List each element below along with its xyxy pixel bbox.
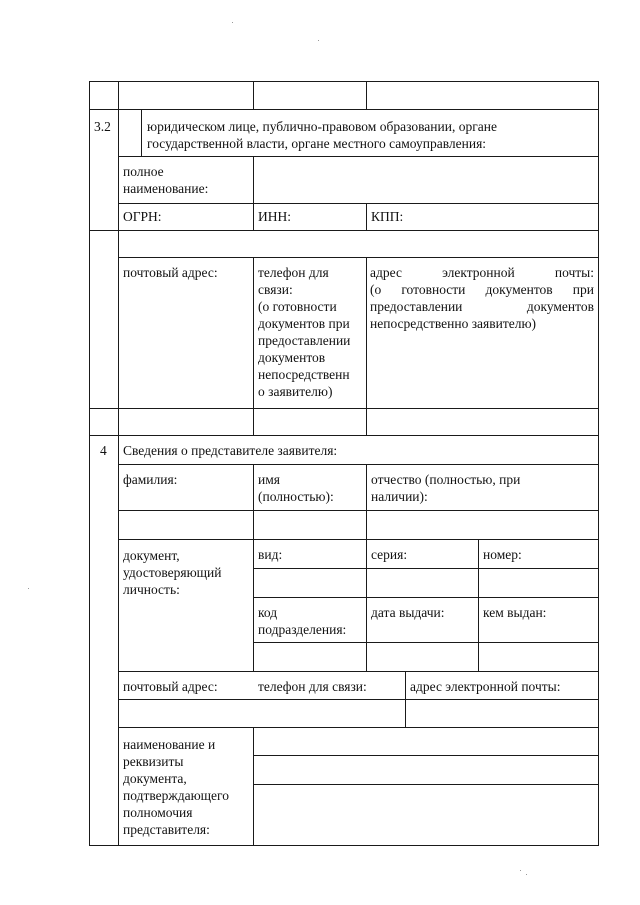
scan-speck — [232, 22, 233, 23]
row-divider — [253, 597, 599, 598]
scan-speck — [28, 588, 29, 589]
field-label: связи: — [258, 282, 293, 297]
row-divider — [118, 464, 599, 465]
column-divider — [253, 727, 254, 845]
field-label: адрес электронной почты: — [370, 265, 594, 280]
field-label: КПП: — [371, 209, 404, 224]
field-label: непосредственн — [258, 367, 350, 382]
field-label: реквизиты — [123, 754, 184, 769]
row-divider — [118, 510, 599, 511]
field-label: наименование и — [123, 737, 216, 752]
section-heading: Сведения о представителе заявителя: — [123, 443, 338, 458]
field-label: наличии): — [371, 489, 428, 504]
row-divider — [89, 408, 599, 409]
field-label: предоставлении документов — [370, 299, 594, 314]
field-label: документов при — [258, 316, 350, 331]
scan-speck — [520, 870, 521, 871]
field-label: полномочия — [123, 805, 193, 820]
column-divider — [118, 81, 119, 845]
column-divider — [366, 203, 367, 230]
table-border-left — [89, 81, 90, 845]
field-label: почтовый адрес: — [123, 265, 218, 280]
field-label: (о готовности документов при — [370, 282, 594, 297]
field-label: (полностью): — [258, 489, 334, 504]
scan-speck — [526, 874, 527, 875]
row-divider — [253, 568, 599, 569]
field-label: о заявителю) — [258, 384, 333, 399]
field-label: подтверждающего — [123, 788, 230, 803]
field-label: (о готовности — [258, 299, 337, 314]
field-label: ОГРН: — [123, 209, 162, 224]
row-divider — [118, 727, 599, 728]
field-label: непосредственно заявителю) — [370, 316, 537, 331]
field-label: предоставлении — [258, 333, 351, 348]
row-divider — [118, 671, 599, 672]
column-divider — [478, 539, 479, 671]
field-label: телефон для — [258, 265, 329, 280]
table-border-top — [89, 81, 599, 82]
row-divider — [118, 699, 599, 700]
field-label: полное — [123, 164, 164, 179]
field-label: документа, — [123, 771, 187, 786]
row-divider — [118, 257, 599, 258]
field-label: подразделения: — [258, 622, 347, 637]
column-divider — [366, 464, 367, 539]
row-divider — [253, 642, 599, 643]
section-heading: государственной власти, органе местного самоуправления: — [147, 136, 487, 151]
row-divider — [118, 539, 599, 540]
field-label: адрес электронной почты: — [410, 679, 561, 694]
field-label: вид: — [258, 547, 283, 562]
column-divider — [253, 81, 254, 109]
column-divider — [366, 81, 367, 109]
field-label: наименование: — [123, 181, 209, 196]
table-border-right — [598, 81, 599, 845]
column-divider — [141, 109, 142, 156]
row-divider — [89, 109, 599, 110]
field-label: серия: — [371, 547, 408, 562]
row-divider — [118, 203, 599, 204]
row-divider — [253, 784, 599, 785]
field-label: код — [258, 605, 278, 620]
field-label: отчество (полностью, при — [371, 472, 521, 487]
row-divider — [89, 435, 599, 436]
field-label: почтовый адрес: — [123, 679, 218, 694]
field-label: представителя: — [123, 822, 210, 837]
field-label: имя — [258, 472, 280, 487]
column-divider — [253, 156, 254, 230]
section-heading: юридическом лице, публично-правовом образовании, органе — [147, 119, 497, 134]
field-label: личность: — [123, 582, 180, 597]
field-label: документов — [258, 350, 326, 365]
row-divider — [253, 755, 599, 756]
field-label: фамилия: — [123, 472, 178, 487]
row-divider — [89, 230, 599, 231]
field-label: ИНН: — [258, 209, 291, 224]
field-label: дата выдачи: — [371, 605, 445, 620]
table-border-bottom — [89, 845, 599, 846]
section-number: 3.2 — [94, 119, 111, 134]
scan-speck — [318, 40, 319, 41]
field-label: документ, — [123, 548, 180, 563]
field-label: кем выдан: — [483, 605, 547, 620]
field-label: телефон для связи: — [258, 679, 367, 694]
row-divider — [118, 156, 599, 157]
column-divider — [366, 539, 367, 671]
field-label: номер: — [483, 547, 522, 562]
section-number: 4 — [100, 443, 107, 458]
field-label: удостоверяющий — [123, 565, 222, 580]
